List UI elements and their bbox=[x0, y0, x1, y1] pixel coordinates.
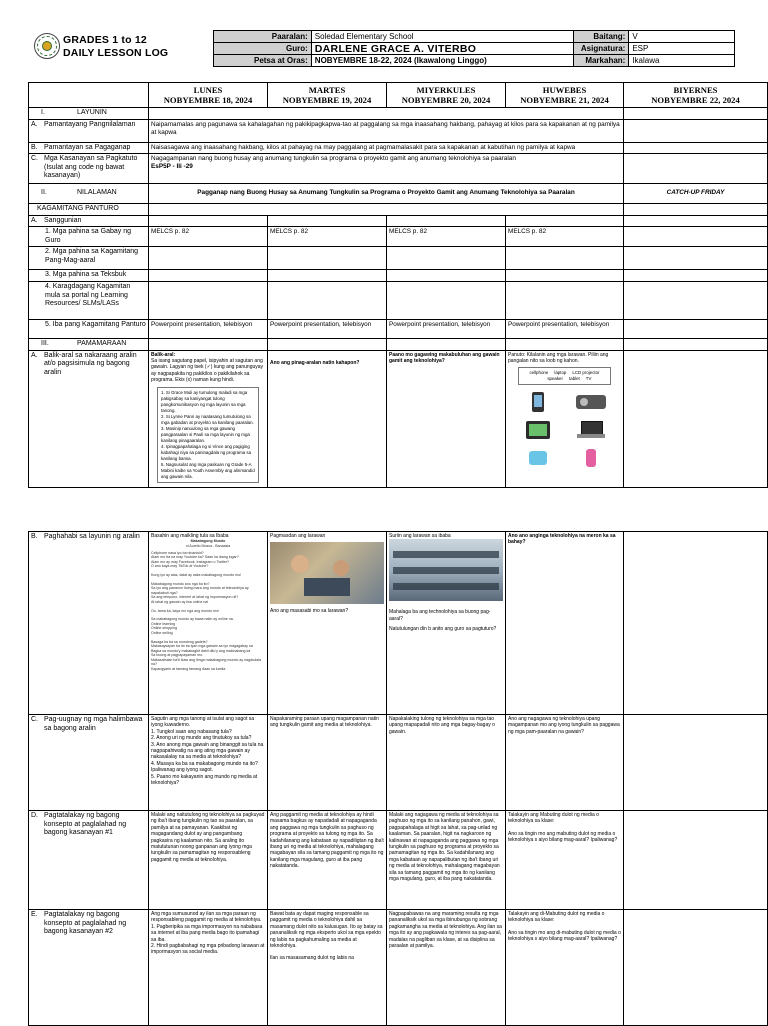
pamantayang-pangnilalaman-label: A. Pamantayang Pangnilalaman bbox=[29, 119, 149, 142]
gabay-guro-wed: MELCS p. 82 bbox=[387, 227, 506, 247]
pagtatalakay-2-tue: Bawat bata ay dapat maging responsable sa paggamit ng media o teknolohiya dahil sa masamang dulot nito sa kalusugan. Ito ay batay sa pananaliksik ng mga eksperto ukol sa mga epekto ng labis na pagkahumaling sa media at teknolohiya. Ilan sa masasamang dulot ng labis na bbox=[268, 910, 387, 1026]
gadget-pictures bbox=[508, 391, 621, 469]
header-info-table bbox=[213, 30, 735, 67]
iba-pang-kagamitan-mon: Powerpoint presentation, telebisyon bbox=[149, 320, 268, 339]
paghahabi-thu: Ano ano anginga teknolohiya na meron ka sa bahay? bbox=[506, 532, 624, 715]
iba-pang-kagamitan-wed: Powerpoint presentation, telebisyon bbox=[387, 320, 506, 339]
pagtatalakay-2-label: E. Pagtatalakay ng bagong konsepto at paglalahad ng bagong kasanayan #2 bbox=[29, 910, 149, 1026]
pag-uugnay-label: C. Pag-uugnay ng mga halimbawa sa bagong aralin bbox=[29, 715, 149, 811]
nilalaman-text: Pagganap nang Buong Husay sa Anumang Tungkulin sa Programa o Proyekto Gamit ang Anumang Teknolohiya sa Paaralan bbox=[149, 184, 624, 204]
paaralan-label: Paaralan: bbox=[214, 31, 312, 43]
pagtatalakay-2-mon: Ang mga sumusunod ay ilan sa mga paraan ng responsableng paggamit ng media at teknolohiya. 1. Pagberipika sa mga impormasyon na nababasa sa internet at iba pang media bago ito ipamahagi sa iba. 2. Hindi pagbabahagi ng mga pribadong larawan at impormasyon sa social media. bbox=[149, 910, 268, 1026]
balik-aral-wed: Paano mo gagawing makabuluhan ang gawain gamit ang teknolohiya? bbox=[387, 350, 506, 487]
lesson-grid-part1 bbox=[28, 82, 768, 488]
iba-pang-kagamitan-label: 5. Iba pang Kagamitang Panturo bbox=[29, 320, 149, 339]
pag-uugnay-thu: Ano ang nagagawa ng teknolohiya upang magampanan mo ang iyong tungkulin sa paggawa ng mga pam-paaralan na gawain? bbox=[506, 715, 624, 811]
paghahabi-tue: Pagmasdan ang larawan Ano ang masasabi mo sa larawan? bbox=[268, 532, 387, 715]
title-daily-lesson-log: DAILY LESSON LOG bbox=[63, 47, 169, 59]
iba-pang-kagamitan-tue: Powerpoint presentation, telebisyon bbox=[268, 320, 387, 339]
paaralan-value: Soledad Elementary School bbox=[311, 31, 574, 43]
day-header-monday: LUNES NOBYEMBRE 18, 2024 bbox=[149, 83, 268, 108]
pagtatalakay-1-tue: Ang paggamit ng media at teknolohiya ay hindi masama bagkus ay napadadali at napagaganda ang paggawa ng mga tungkulin sa paghuso ng programa at proyekto sa tulong ng mga ito. Sa kadahilanang ang kabataan ay napadiligtan ng iba't ibang uri ng media at teknolohiya, mahalagang magabayan sila sa tamang paggamit ng mga ito ng kanilang mga magulang, guro at iba pang nakatatanda. bbox=[268, 811, 387, 910]
pamamaraan-heading: III. PAMAMARAAN bbox=[29, 339, 149, 351]
pag-uugnay-wed: Napakalaking tulong ng teknolohiya sa mga tao upang mapapadali nito ang mga bagay-bagay o gawain. bbox=[387, 715, 506, 811]
kasanayan-pagkatuto-label: C. Mga Kasanayan sa Pagkatuto (Isulat ang code ng bawat kasanayan) bbox=[29, 154, 149, 184]
balik-aral-mon: Balik-aral: Sa isang sagutang papel, isipyahin at sagutan ang gawain. Lagyan ng tsek (✓) kung ang panunguyay ay nagpapakita ng pakikilos o pakikilahok sa programa. Ekis (x) naman kung hindi. 1. Si Grace Muli ay tumulong maladi sa mga pakigsabay sa kaniyangat tulong pangkomunikasyon ng mga layunin sa mga tanong. 2. Si Lynne Pann ay naatasang tumutulong sa mga gabadan at proyekto sa kanilang paaralan. 3. Masinip nanuulong sa mga gawang pangparaalan si Pauli sa mga layunin ng mga kanilang pinagaaralan. 4. Ipinagpapahalaga ng si Vince ang pagiging kabahagi niya sa paninagdala ng programa sa kanilang bansa. 5. Nagsusulat ang mga paskuan ng Grade 5-A Mabini kaibe sa Youth Assembly ang alinmandid ang gawain nila. bbox=[149, 350, 268, 487]
pagtatalakay-1-wed: Malaki ang nagagawa ng media at teknolohiya sa paghuso ng mga ito sa kanilang panahon, gawi, pagpapahalaga at higit sa lahat, sa pag-unlad ng kaalaman. Sa paaralan, higit na nagkaroon ng kalinawan at napagaganda ang paggawa ng mga tungkulin sa paghuso ng programa at proyekto sa pamamagitan ng mga ito. Sa kadahilanang ang mga kabataan ay napapalibutan ng iba't ibang uri ng media at teknolohiya, mahalagang magabayan sila sa tamang paggamit ng mga ito ng kanilang mga magulang, guro, at iba pang nakatatanda. bbox=[387, 811, 506, 910]
cellphone-picture bbox=[516, 391, 560, 413]
pamantayang-pangnilalaman-text: Naipamamalas ang pagunawa sa kahalagahan ng pakikipagkapwa-tao at paggalang sa mga inaasahang hakbang, pahayag at kilos para sa kapakanan at ng pamilya at kapwa bbox=[149, 119, 624, 142]
pagtatalakay-2-wed: Nagpapabawas na ang maraming resulta ng mga pananaliksik ukol sa mga ibinubunga ng sobrang pagkamangha sa media at teknolohiya. Ang ilan sa mga ito ay ang pagkawala ng interes sa pag-aaral, madalas na pagliban sa klase, at sa disiplina sa paraalan at pamilya. bbox=[387, 910, 506, 1026]
gabay-guro-tue: MELCS p. 82 bbox=[268, 227, 387, 247]
pamantayan-pagaganap-text: Naisasagawa ang inaasahang hakbang, kilos at pahayag na may paggalang at pagmamalasakit para sa kapakanan at kabutihan ng pamilya at kapwa bbox=[149, 142, 624, 154]
nilalaman-heading: II. NILALAMAN bbox=[29, 184, 149, 204]
iba-pang-kagamitan-thu: Powerpoint presentation, telebisyon bbox=[506, 320, 624, 339]
title-grades: GRADES 1 to 12 bbox=[63, 34, 147, 46]
karagdagang-kagamitan-label: 4. Karagdagang Kagamitan mula sa portal ng Learning Resources/ SLMs/LASs bbox=[29, 282, 149, 320]
pagtatalakay-1-label: D. Pagtatalakay ng bagong konsepto at paglalahad ng bagong kasanayan #1 bbox=[29, 811, 149, 910]
pag-uugnay-tue: Napakaraming paraan upang magampanan natin ang tungkulin gamit ang media at teknolohiya. bbox=[268, 715, 387, 811]
kasanayan-code: EsP5P - IIi -29 bbox=[151, 163, 193, 171]
balik-aral-tue: Ano ang pinag-aralan natin kahapon? bbox=[268, 350, 387, 487]
balik-aral-label: A. Balik-aral sa nakaraang aralin at/o pagsisimula ng bagong aralin bbox=[29, 350, 149, 487]
camera-picture bbox=[516, 447, 560, 469]
catch-up-friday-label: CATCH-UP FRIDAY bbox=[624, 184, 768, 204]
laptop-picture bbox=[570, 419, 614, 441]
day-header-wednesday: MIYERKULES NOBYEMBRE 20, 2024 bbox=[387, 83, 506, 108]
tablet-picture bbox=[516, 419, 560, 441]
day-header-tuesday: MARTES NOBYEMBRE 19, 2024 bbox=[268, 83, 387, 108]
asignatura-value: ESP bbox=[629, 43, 735, 55]
balik-aral-thu: Panuto: Kilalanin ang mga larawan. Piliin ang pangalan nito sa loob ng kahon. cellphone laptop LCD projector speaker tablet TV bbox=[506, 350, 624, 487]
baitang-value: V bbox=[629, 31, 735, 43]
deped-seal-logo bbox=[34, 33, 60, 59]
kagamitang-mag-aaral-label: 2. Mga pahina sa Kagamitang Pang-Mag-aaral bbox=[29, 247, 149, 270]
day-header-friday: BIYERNES NOBYEMBRE 22, 2024 bbox=[624, 83, 768, 108]
pagtatalakay-1-mon: Malaki ang naitutulong ng teknolohiya sa pagkuyad ng iba't ibang tungkulin ng tao sa paaralan, sa pamilya at sa pamayanan. Kaakibat ng magagandang dulot ay ang pangambang pagkasira ng kaalaman nito. Sa araling ito matututunan noong ganpanan ang iyong mga tungkulin sa pamamagitan ng responsableng paggamit ng media at teknolohiya. bbox=[149, 811, 268, 910]
students-tablet-photo bbox=[270, 542, 384, 604]
computer-lab-photo bbox=[389, 539, 503, 601]
guro-value: DARLENE GRACE A. VITERBO bbox=[311, 43, 574, 55]
sanggunian-label: A. Sanggunian bbox=[29, 215, 149, 227]
baitang-label: Baitang: bbox=[574, 31, 629, 43]
pagtatalakay-1-thu: Talakayin ang Mabuting dulot ng media o teknolohiya sa klase: Ano sa tingin mo ang mabuting dulot ng media o teknolohiya s aiyo bilang mag-aaral? Ipaliwanag? bbox=[506, 811, 624, 910]
markahan-value: Ikalawa bbox=[629, 55, 735, 67]
paghahabi-label: B. Paghahabi sa layunin ng aralin bbox=[29, 532, 149, 715]
gabay-guro-thu: MELCS p. 82 bbox=[506, 227, 624, 247]
day-header-thursday: HUWEBES NOBYEMBRE 21, 2024 bbox=[506, 83, 624, 108]
petsa-label: Petsa at Oras: bbox=[214, 55, 312, 67]
pamantayan-pagaganap-label: B. Pamantayan sa Pagaganap bbox=[29, 142, 149, 154]
word-choices-box: cellphone laptop LCD projector speaker tablet TV bbox=[518, 367, 611, 385]
lesson-grid-part2 bbox=[28, 531, 768, 1026]
paghahabi-mon: Basahin ang maikling tula sa Ibaba Makabagong Mundo ni Aurelio Mosca - Banaasia Cellphone nasa iyo ba ninanisid? Alam mo ba na may Youtube ka? Saan ka ibang lugar? Alam mo ay may Facebook, Instagram o Twitter? O ano kaya may TikTok at Youtube? Kung iyo ay alas, dalat ay wala makabagong mundo mo! Makabagong mundo ano nga ba ito? Sa iyo ang pananon ituing mara ang mundo at teknolohiya ay napakabuti nga? Sa ang telepono, internet at lahat ng impormasyon nit? At lahat ng gawain ay iisa online na! Oo, tama ka, kaya mo nga ang mundo mo! Sa makabagong mundo ay bawa natin ay online na. Online learning Online shopping Online selling Basaga ka ba sa mundong gadets? Makasaysayan ba ito ba iyan mga gawain sa iyo magagabay na Bagka sa mundo'y makabagbit dahil dito'y ang makinabang ka Sa buong at pagpapayaman mo. Makasabulan ba'ti ikaw ang limga makabagong mundo ay nagdudala na? Kapangyarin at tamang tamang daan sa kanila bbox=[149, 532, 268, 715]
markahan-label: Markahan: bbox=[574, 55, 629, 67]
kagamitang-panturo-heading: KAGAMITANG PANTURO bbox=[29, 204, 149, 216]
pag-uugnay-mon: Sagutin ang mga tanong at isulat ang sagot sa iyong kuwaderno. 1. Tungkol saan ang nabasang tula? 2. Anong uri ng mundo ang tinutukoy sa tula? 3. Ano anong mga gawain ang binanggit sa tula na nagpapahiwatig na ang ating mga gawain ay nakasalalay na sa media at teknolohiya? 4. Masaya ka ba sa makabagong mundo na ito? Ipaliwanag ang iyong sagot. 5. Paano mo kakayanin ang mundo ng media at teknolohiya? bbox=[149, 715, 268, 811]
projector-picture bbox=[570, 391, 614, 413]
paghahabi-wed: Suriin ang larawan sa ibaba Mahalaga ba ang technolohiya sa buong pag-aaral? Natutulungan din b anito ang guro sa pagtuturo? bbox=[387, 532, 506, 715]
gabay-guro-label: 1. Mga pahina sa Gabay ng Guro bbox=[29, 227, 149, 247]
teksbuk-label: 3. Mga pahina sa Teksbuk bbox=[29, 270, 149, 282]
grid-corner-cell bbox=[29, 83, 149, 108]
speaker-picture bbox=[570, 447, 614, 469]
asignatura-label: Asignatura: bbox=[574, 43, 629, 55]
pagtatalakay-2-thu: Talakayin ang di-Mabuting dulot ng media o teknolohiya sa klase: Ano sa tingin mo ang di-mabuting dulot ng media o teknolohiya s aiyo bilang mag-aaral? Ipaliwanag? bbox=[506, 910, 624, 1026]
layunin-heading: I. LAYUNIN bbox=[29, 108, 149, 120]
balik-aral-items-box: 1. Si Grace Muli ay tumulong maladi sa mga pakigsabay sa kaniyangat tulong pangkomunikasyon ng mga layunin sa mga tanong. 2. Si Lynne Pann ay naatasang tumutulong sa mga gabadan at proyekto sa kanilang paaralan. 3. Masinip nanuulong sa mga gawang pangparaalan si Pauli sa mga layunin ng mga kanilang pinagaaralan. 4. Ipinagpapahalaga ng si Vince ang pagiging kabahagi niya sa paninagdala ng programa sa kanilang bansa. 5. Nagsusulat ang mga paskuan ng Grade 5-A Mabini kaibe sa Youth Assembly ang alinmandid ang gawain nila. bbox=[157, 387, 259, 483]
petsa-value: NOBYEMBRE 18-22, 2024 (Ikawalong Linggo) bbox=[311, 55, 574, 67]
guro-label: Guro: bbox=[214, 43, 312, 55]
kasanayan-pagkatuto-text: Nagagampanan nang buong husay ang anumang tungkulin sa programa o proyekto gamit ang anumang teknolohiya sa paaralan EsP5P - IIi -29 bbox=[149, 154, 624, 184]
gabay-guro-mon: MELCS p. 82 bbox=[149, 227, 268, 247]
